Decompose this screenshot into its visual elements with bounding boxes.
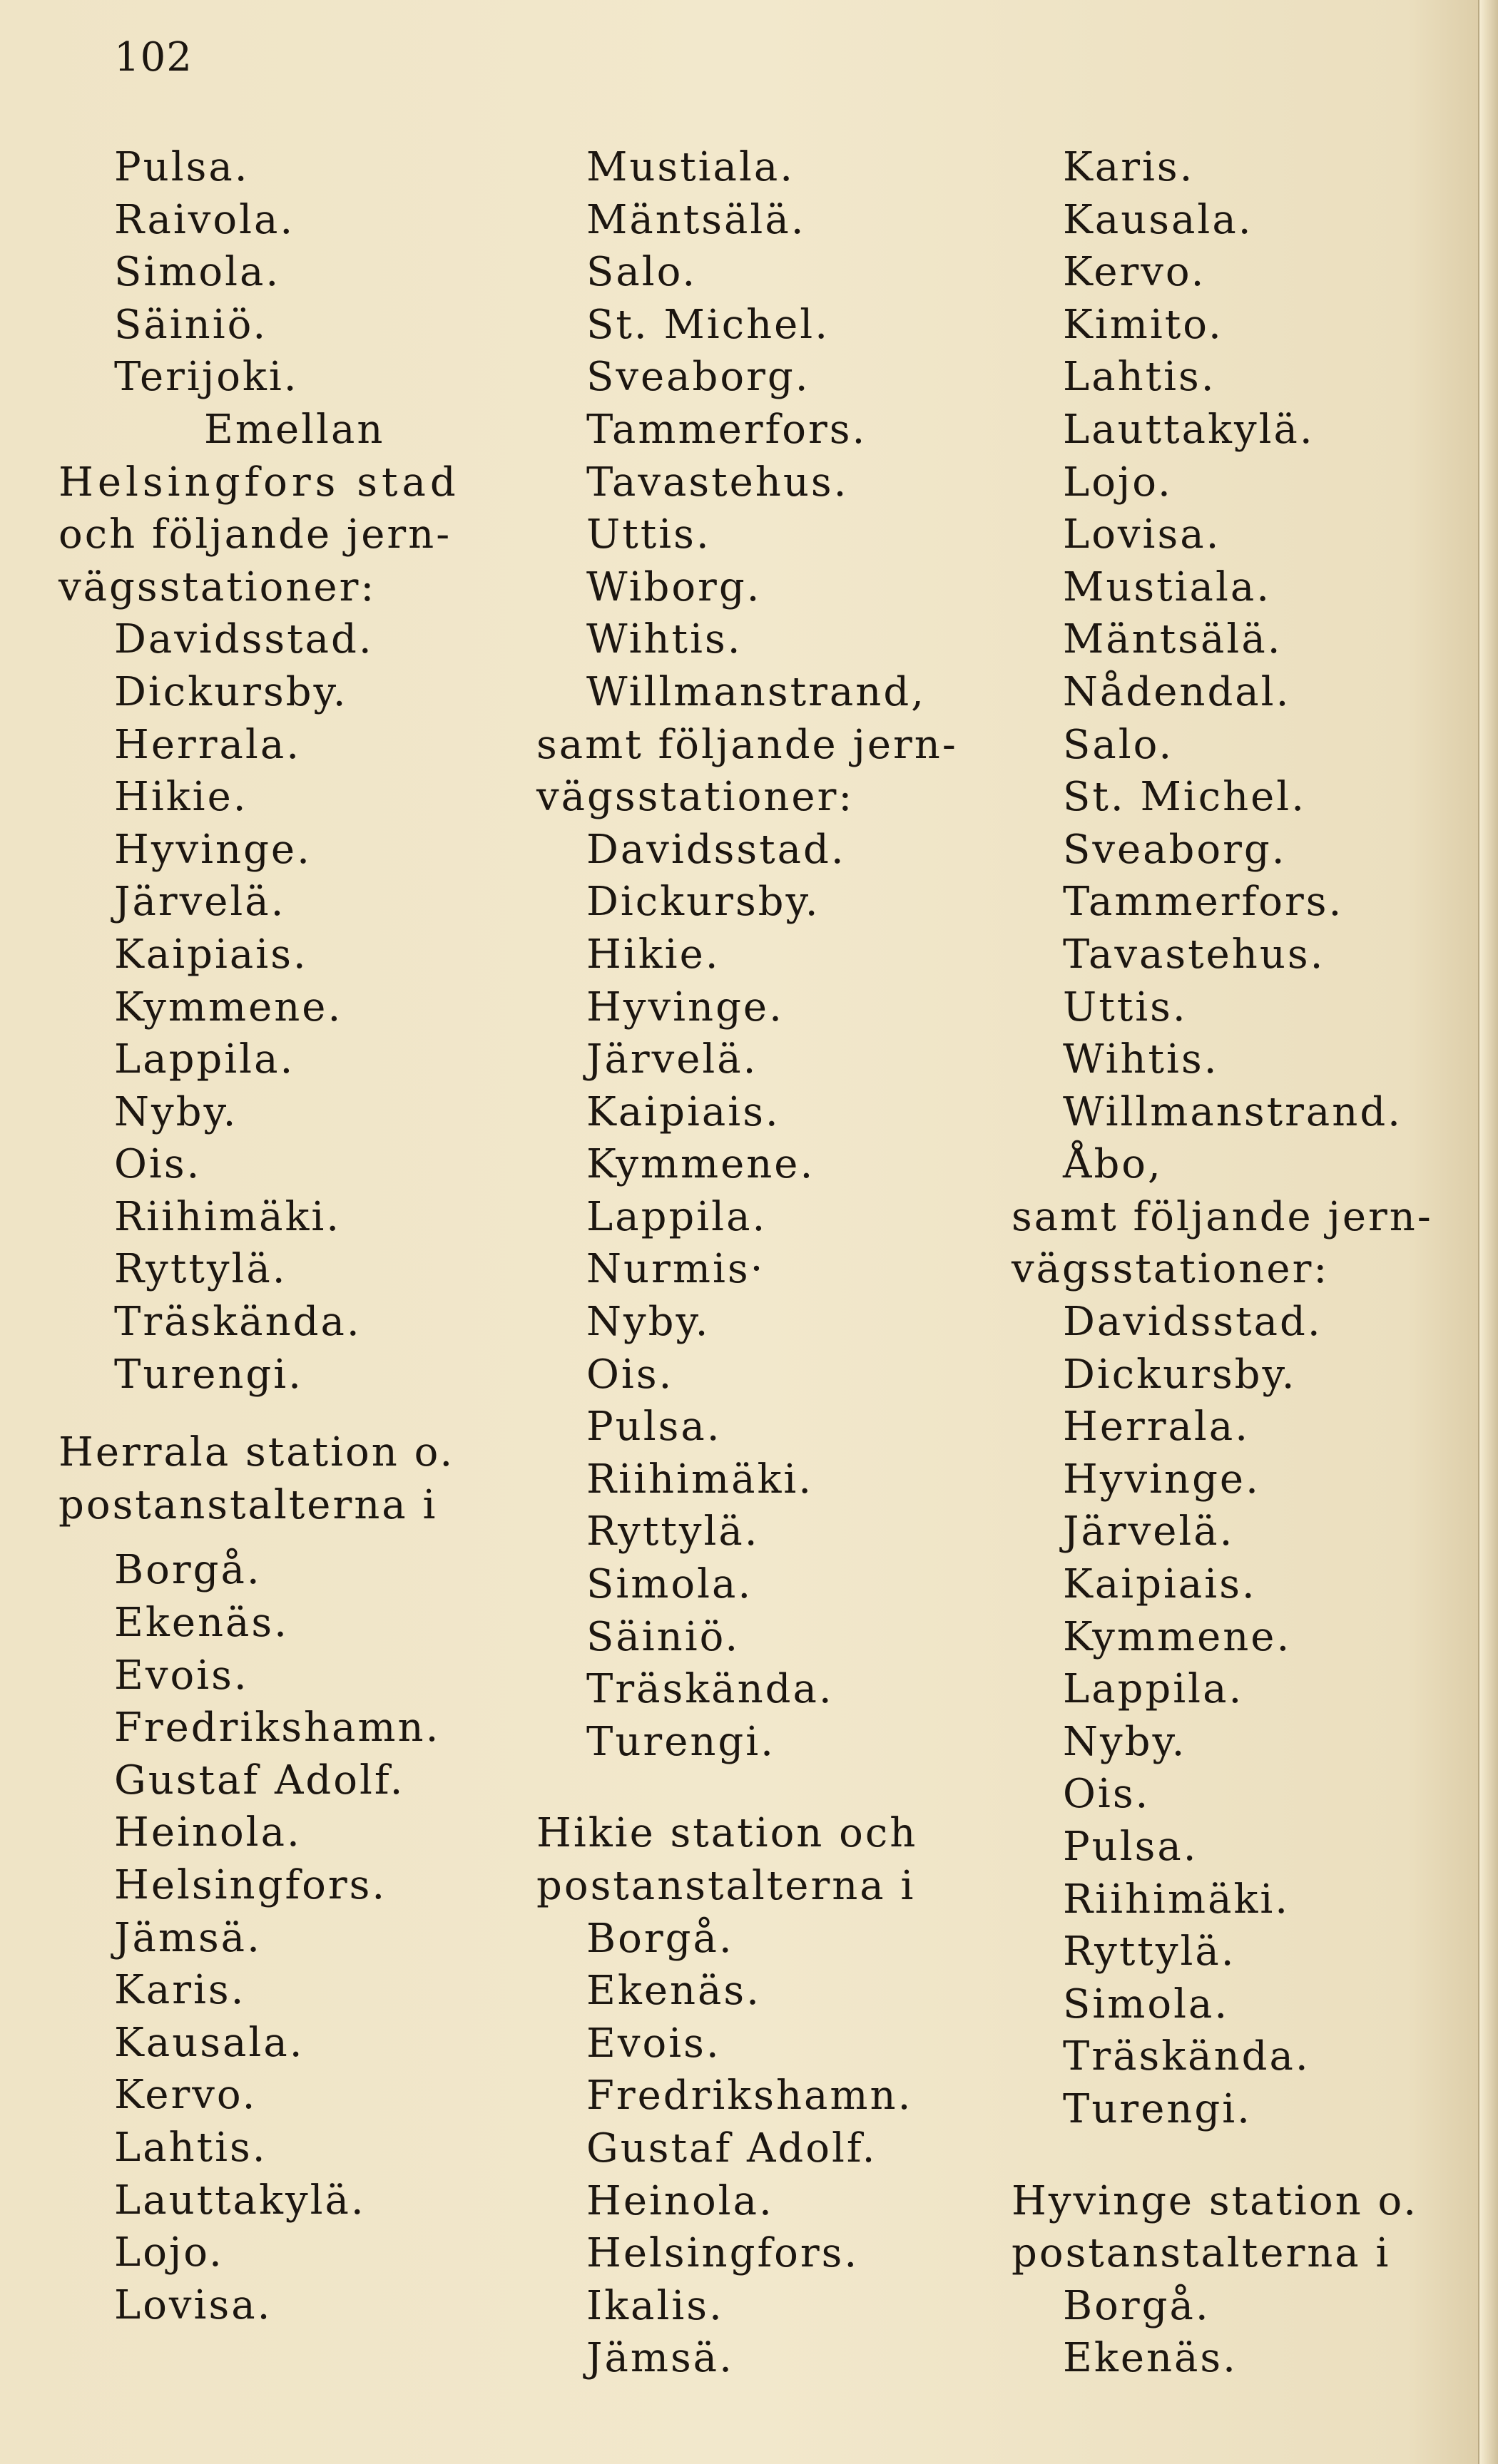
section-heading-line: postanstalterna i xyxy=(536,1863,916,1909)
list-item: Kymmene. xyxy=(1063,1613,1292,1660)
list-item: Dickursby. xyxy=(114,668,348,715)
section-heading-line: samt följande jern- xyxy=(536,721,958,768)
section-heading-line: postanstalterna i xyxy=(58,1481,438,1528)
list-item: Borgå. xyxy=(1063,2282,1211,2329)
list-item: Simola. xyxy=(1063,1980,1230,2028)
list-item: Nådendal. xyxy=(1063,668,1291,715)
section-heading-line: vägsstationer: xyxy=(58,563,377,610)
list-item: Sveaborg. xyxy=(1063,826,1287,873)
section-heading-line: postanstalterna i xyxy=(1012,2230,1391,2277)
list-item: Ekenäs. xyxy=(586,1968,761,2015)
column-3 xyxy=(1012,141,1468,2385)
list-item: Mustiala. xyxy=(1063,563,1272,610)
list-item: Lojo. xyxy=(114,2229,224,2276)
list-item: Willmanstrand. xyxy=(1063,1088,1402,1135)
page-number: 102 xyxy=(114,34,193,81)
list-item: Lovisa. xyxy=(114,2281,272,2328)
section-heading-line: vägsstationer: xyxy=(536,774,855,821)
page-edge xyxy=(1478,0,1498,2464)
list-item: Mäntsälä. xyxy=(1063,616,1283,663)
section-heading-line: Hikie station och xyxy=(536,1810,918,1857)
list-item: Ryttylä. xyxy=(586,1508,760,1555)
list-item: Lappila. xyxy=(586,1193,768,1240)
list-item: Säiniö. xyxy=(114,301,268,348)
list-item: Terijoki. xyxy=(114,354,299,401)
list-item: Riihimäki. xyxy=(586,1456,814,1503)
list-item: Riihimäki. xyxy=(114,1193,342,1240)
list-item: Uttis. xyxy=(586,511,711,558)
list-item: Helsingfors. xyxy=(114,1862,387,1908)
list-item: Gustaf Adolf. xyxy=(586,2125,877,2172)
list-item: Hyvinge. xyxy=(586,983,784,1031)
list-item: Tavastehus. xyxy=(586,459,849,506)
list-item: Pulsa. xyxy=(586,1404,722,1451)
list-item: Karis. xyxy=(1063,144,1195,190)
spacer xyxy=(58,1531,515,1544)
list-item: Fredrikshamn. xyxy=(586,2072,913,2120)
spacer xyxy=(536,1768,993,1807)
section-heading-line: Emellan xyxy=(204,406,385,453)
list-item: Jämsä. xyxy=(586,2335,734,2382)
list-item: Helsingfors. xyxy=(586,2230,860,2277)
list-item: Kimito. xyxy=(1063,301,1223,348)
list-item: Kymmene. xyxy=(114,983,343,1031)
list-item: Jämsä. xyxy=(114,1914,262,1961)
list-item: Sveaborg. xyxy=(586,354,810,401)
list-item: St. Michel. xyxy=(1063,774,1306,821)
list-item: Herrala. xyxy=(1063,1404,1250,1451)
list-item: Willmanstrand, xyxy=(586,668,926,715)
list-item: Borgå. xyxy=(586,1915,734,1962)
list-item: Nyby. xyxy=(114,1088,238,1135)
section-heading-line: Hyvinge station o. xyxy=(1012,2177,1419,2224)
list-item: Tammerfors. xyxy=(586,406,867,453)
list-item: Fredrikshamn. xyxy=(114,1704,441,1752)
list-item: Nyby. xyxy=(1063,1718,1187,1765)
list-item: Gustaf Adolf. xyxy=(114,1757,405,1804)
list-item: Säiniö. xyxy=(586,1613,740,1660)
list-item: Järvelä. xyxy=(114,879,286,926)
list-item: Mäntsälä. xyxy=(586,196,806,243)
list-item: Hyvinge. xyxy=(114,826,312,873)
list-item: Träskända. xyxy=(586,1666,834,1713)
list-item: Träskända. xyxy=(114,1299,362,1346)
list-item: Herrala. xyxy=(114,721,301,768)
list-item: Lahtis. xyxy=(114,2124,268,2171)
list-item: Simola. xyxy=(114,249,281,296)
list-item: Wihtis. xyxy=(1063,1036,1219,1083)
section-heading-line: Helsingfors stad xyxy=(58,459,460,506)
list-item: Salo. xyxy=(586,249,698,296)
list-item: Lauttakylä. xyxy=(114,2177,366,2224)
list-item: Hikie. xyxy=(114,774,248,821)
list-item: Hikie. xyxy=(586,931,720,978)
list-item: Karis. xyxy=(114,1967,246,2014)
list-item: Nurmis· xyxy=(586,1246,765,1293)
list-item: Davidsstad. xyxy=(114,616,374,663)
list-item: Pulsa. xyxy=(114,144,250,190)
list-item: Evois. xyxy=(586,2020,721,2067)
column-1 xyxy=(58,141,515,2331)
list-item: Hyvinge. xyxy=(1063,1456,1260,1503)
list-item: Pulsa. xyxy=(1063,1824,1198,1870)
list-item: St. Michel. xyxy=(586,301,830,348)
list-item: Lojo. xyxy=(1063,459,1173,506)
list-item: Dickursby. xyxy=(586,879,820,926)
list-item: Kervo. xyxy=(114,2072,258,2119)
list-item: Turengi. xyxy=(1063,2085,1252,2132)
section-heading-line: och följande jern- xyxy=(58,511,452,558)
list-item: Ekenäs. xyxy=(114,1600,289,1647)
list-item: Turengi. xyxy=(114,1351,303,1398)
list-item: Lovisa. xyxy=(1063,511,1221,558)
section-heading-line: samt följande jern- xyxy=(1012,1193,1433,1240)
list-item: Riihimäki. xyxy=(1063,1876,1290,1923)
list-item: Kervo. xyxy=(1063,249,1206,296)
list-item: Evois. xyxy=(114,1652,249,1699)
list-item: Järvelä. xyxy=(586,1036,758,1083)
list-item: Lahtis. xyxy=(1063,354,1216,401)
list-item: Turengi. xyxy=(586,1718,775,1765)
section-heading-line: Herrala station o. xyxy=(58,1429,455,1476)
list-item: Träskända. xyxy=(1063,2033,1310,2080)
list-item: Davidsstad. xyxy=(586,826,846,873)
list-item: Kaipiais. xyxy=(1063,1561,1257,1608)
list-item: Ois. xyxy=(1063,1771,1151,1818)
list-item: Lappila. xyxy=(1063,1666,1244,1713)
list-item: Ois. xyxy=(586,1351,674,1398)
list-item: Ryttylä. xyxy=(1063,1928,1236,1975)
list-item: Salo. xyxy=(1063,721,1174,768)
list-item: Simola. xyxy=(586,1561,753,1608)
spacer xyxy=(1012,2136,1468,2175)
list-item: Järvelä. xyxy=(1063,1508,1235,1555)
list-item: Åbo, xyxy=(1063,1141,1163,1188)
list-item: Ekenäs. xyxy=(1063,2335,1238,2382)
list-item: Ois. xyxy=(114,1141,202,1188)
list-item: Kaipiais. xyxy=(586,1088,780,1135)
list-item: Wiborg. xyxy=(586,563,762,610)
list-item: Uttis. xyxy=(1063,983,1188,1031)
section-heading-line: vägsstationer: xyxy=(1012,1246,1330,1293)
list-item: Raivola. xyxy=(114,196,295,243)
list-item: Kaipiais. xyxy=(114,931,308,978)
list-item: Lauttakylä. xyxy=(1063,406,1315,453)
column-2 xyxy=(536,141,993,2385)
list-item: Davidsstad. xyxy=(1063,1299,1323,1346)
list-item: Tammerfors. xyxy=(1063,879,1344,926)
list-item: Kausala. xyxy=(114,2019,305,2066)
list-item: Mustiala. xyxy=(586,144,795,190)
list-item: Heinola. xyxy=(586,2177,774,2224)
list-item: Kymmene. xyxy=(586,1141,815,1188)
list-item: Ryttylä. xyxy=(114,1246,287,1293)
list-item: Nyby. xyxy=(586,1299,710,1346)
list-item: Heinola. xyxy=(114,1809,302,1856)
list-item: Dickursby. xyxy=(1063,1351,1297,1398)
list-item: Ikalis. xyxy=(586,2282,724,2329)
list-item: Borgå. xyxy=(114,1547,262,1594)
list-item: Lappila. xyxy=(114,1036,295,1083)
list-item: Tavastehus. xyxy=(1063,931,1325,978)
list-item: Wihtis. xyxy=(586,616,743,663)
spacer xyxy=(58,1401,515,1426)
list-item: Kausala. xyxy=(1063,196,1253,243)
